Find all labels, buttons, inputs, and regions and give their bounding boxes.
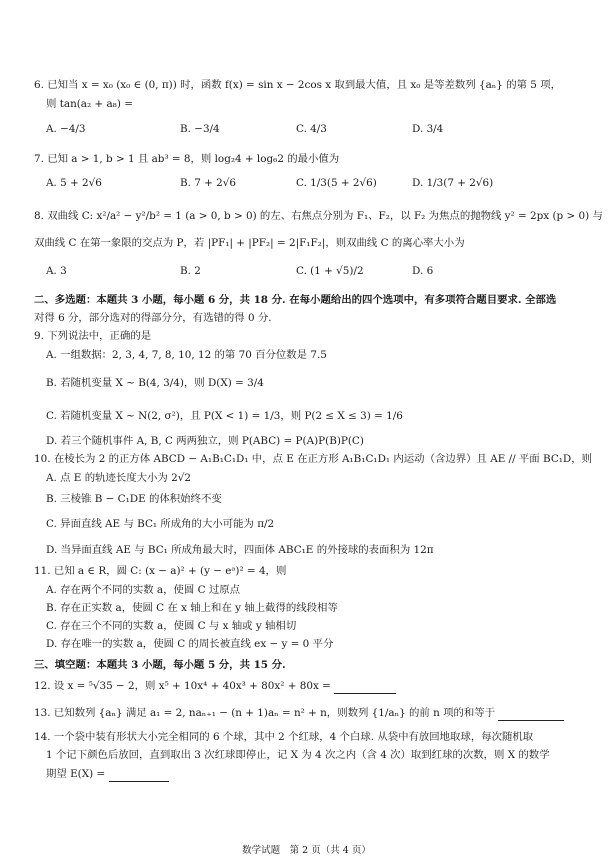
q8-stem: 8. 双曲线 C: x²/a² − y²/b² = 1 (a > 0, b > 0) 的左、右焦点分别为 F₁、F₂，以 F₂ 为焦点的抛物线 y² = 2px (p > 0) 与 <box>34 210 603 222</box>
q12-stem <box>34 680 396 694</box>
q14-stem: 14. 一个袋中装有形状大小完全相同的 6 个球，其中 2 个红球，4 个白球. 从袋中有放回地取球，每次随机取 <box>34 731 534 743</box>
q7-option-a: A. 5 + 2√6 <box>46 177 102 189</box>
q11-stem: 11. 已知 a ∈ R，圆 C: (x − a)² + (y − eᵃ)² = 4，则 <box>34 565 287 577</box>
q11-option-c: C. 存在三个不同的实数 a，使圆 C 与 x 轴或 y 轴相切 <box>46 620 297 632</box>
section-3-heading: 三、填空题：本题共 3 小题，每小题 5 分，共 15 分. <box>34 659 286 671</box>
q14-stem-cont: 1 个记下颜色后放回，直到取出 3 次红球即停止，记 X 为 4 次之内（含 4 次）取到红球的次数，则 X 的数学 <box>46 749 550 761</box>
q10-option-a: A. 点 E 的轨迹长度大小为 2√2 <box>46 472 191 484</box>
q11-option-b: B. 存在正实数 a，使圆 C 在 x 轴上和在 y 轴上截得的线段相等 <box>46 602 338 614</box>
q14-text: 期望 E(X) = <box>46 768 106 780</box>
q14-answer-blank <box>109 768 169 782</box>
q6-stem: 6. 已知当 x = x₀ (x₀ ∈ (0, π)) 时，函数 f(x) = sin x − 2cos x 取到最大值，且 x₀ 是等差数列 {aₙ} 的第 5 项， <box>34 79 561 91</box>
q13-text: 13. 已知数列 {aₙ} 满足 a₁ = 2, naₙ₊₁ − (n + 1)aₙ = n² + n，则数列 {1/aₙ} 的前 n 项的和等于 <box>34 707 496 719</box>
q7-option-c: C. 1/3(5 + 2√6) <box>296 177 377 189</box>
section-2-heading-cont: 对得 6 分，部分选对的得部分分，有选错的得 0 分. <box>34 312 272 324</box>
q8-option-a: A. 3 <box>46 265 67 277</box>
q8-option-c: C. (1 + √5)/2 <box>296 265 364 277</box>
q7-stem: 7. 已知 a > 1, b > 1 且 ab³ = 8，则 log₂4 + log₆2 的最小值为 <box>34 153 340 165</box>
q6-option-c: C. 4/3 <box>296 123 327 135</box>
q14-stem-cont2 <box>46 768 169 782</box>
q6-option-b: B. −3/4 <box>180 123 220 135</box>
q10-stem: 10. 在棱长为 2 的正方体 ABCD − A₁B₁C₁D₁ 中，点 E 在正方形 A₁B₁C₁D₁ 内运动（含边界）且 AE // 平面 BC₁D，则 <box>34 453 593 465</box>
q6-option-d: D. 3/4 <box>412 123 444 135</box>
q6-stem-cont: 则 tan(a₂ + a₈) = <box>46 98 133 110</box>
q9-option-a: A. 一组数据：2, 3, 4, 7, 8, 10, 12 的第 70 百分位数是 7.5 <box>46 349 327 361</box>
section-2-heading: 二、多选题：本题共 3 小题，每小题 6 分，共 18 分. 在每小题给出的四个选项中，有多项符合题目要求. 全部选 <box>34 294 557 306</box>
q9-option-d: D. 若三个随机事件 A, B, C 两两独立，则 P(ABC) = P(A)P(B)P(C) <box>46 435 364 447</box>
q12-text: 12. 设 x = ⁵√35 − 2，则 x⁵ + 10x⁴ + 40x³ + 80x² + 80x = <box>34 680 331 692</box>
q8-option-b: B. 2 <box>180 265 201 277</box>
q13-stem <box>34 707 564 721</box>
q10-option-b: B. 三棱锥 B − C₁DE 的体积始终不变 <box>46 493 222 505</box>
q12-answer-blank <box>334 680 396 694</box>
q9-stem: 9. 下列说法中，正确的是 <box>34 330 152 342</box>
q11-option-a: A. 存在两个不同的实数 a，使圆 C 过原点 <box>46 584 241 596</box>
q11-option-d: D. 存在唯一的实数 a，使圆 C 的周长被直线 ex − y = 0 平分 <box>46 638 334 650</box>
q7-option-d: D. 1/3(7 + 2√6) <box>412 177 494 189</box>
q13-answer-blank <box>498 707 564 721</box>
q9-option-c: C. 若随机变量 X ~ N(2, σ²)，且 P(X < 1) = 1/3，则 P(2 ≤ X ≤ 3) = 1/6 <box>46 410 403 422</box>
q10-option-c: C. 异面直线 AE 与 BC₁ 所成角的大小可能为 π/2 <box>46 518 275 530</box>
q7-option-b: B. 7 + 2√6 <box>180 177 237 189</box>
q9-option-b: B. 若随机变量 X ~ B(4, 3/4)，则 D(X) = 3/4 <box>46 377 264 389</box>
q10-option-d: D. 当异面直线 AE 与 BC₁ 所成角最大时，四面体 ABC₁E 的外接球的表面积为 12π <box>46 544 434 556</box>
page-footer: 数学试题 第 2 页（共 4 页） <box>242 845 371 856</box>
q8-option-d: D. 6 <box>412 265 434 277</box>
q6-option-a: A. −4/3 <box>46 123 86 135</box>
q8-stem-cont: 双曲线 C 在第一象限的交点为 P，若 |PF₁| + |PF₂| = 2|F₁F₂|，则双曲线 C 的离心率大小为 <box>34 237 465 249</box>
